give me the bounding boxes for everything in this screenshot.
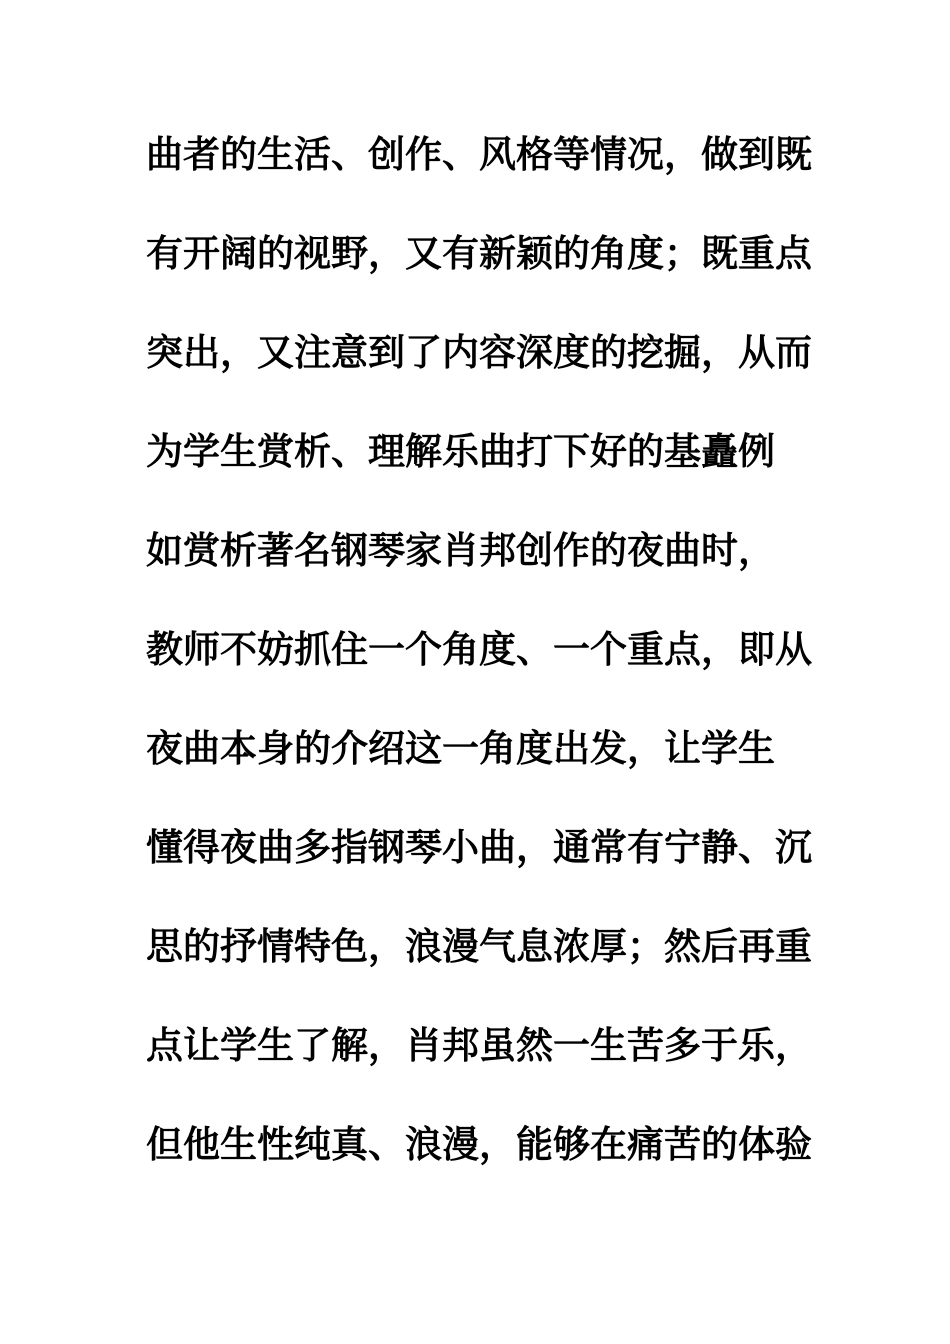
text-line: 有开阔的视野，又有新颖的角度；既重点 <box>146 231 812 275</box>
text-line: 为学生赏析、理解乐曲打下好的基矗例 <box>146 429 775 473</box>
body-text <box>146 124 816 1213</box>
text-line: 夜曲本身的介绍这一角度出发，让学生 <box>146 726 775 770</box>
text-line: 点让学生了解，肖邦虽然一生苦多于乐， <box>146 1023 812 1067</box>
text-line: 教师不妨抓住一个角度、一个重点，即从 <box>146 627 812 671</box>
text-line: 懂得夜曲多指钢琴小曲，通常有宁静、沉 <box>146 825 812 869</box>
text-line: 曲者的生活、创作、风格等情况，做到既 <box>146 132 812 176</box>
text-line: 突出，又注意到了内容深度的挖掘，从而 <box>146 330 812 374</box>
text-line: 思的抒情特色，浪漫气息浓厚；然后再重 <box>146 924 812 968</box>
text-line: 如赏析著名钢琴家肖邦创作的夜曲时， <box>146 528 775 572</box>
text-line: 但他生性纯真、浪漫，能够在痛苦的体验 <box>146 1122 812 1166</box>
